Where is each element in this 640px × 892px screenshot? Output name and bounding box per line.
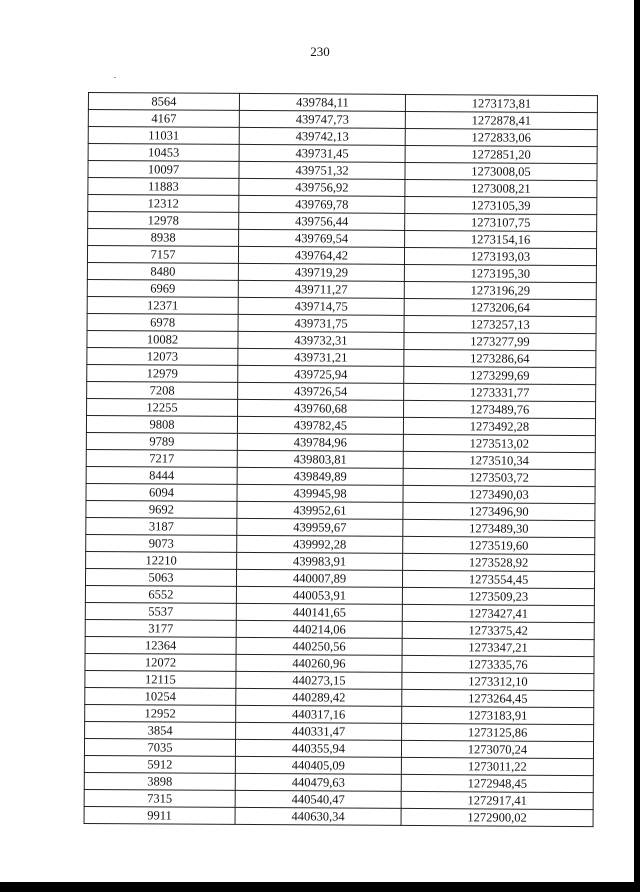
x-coordinate-cell: 440250,56 [236, 637, 402, 655]
page-number: 230 [310, 44, 330, 59]
y-coordinate-cell: 1272917,41 [401, 791, 593, 809]
point-id-cell: 12364 [85, 636, 236, 654]
point-id-cell: 7315 [84, 789, 235, 807]
scan-border-bottom [0, 882, 640, 892]
x-coordinate-cell: 439784,96 [237, 433, 403, 451]
point-id-cell: 6978 [87, 313, 238, 331]
x-coordinate-cell: 440540,47 [235, 790, 401, 808]
point-id-cell: 8564 [88, 93, 239, 111]
x-coordinate-cell: 439959,67 [237, 518, 403, 536]
x-coordinate-cell: 439769,54 [239, 229, 405, 247]
x-coordinate-cell: 439732,31 [238, 331, 404, 349]
y-coordinate-cell: 1273257,13 [404, 315, 596, 333]
x-coordinate-cell: 440141,65 [236, 603, 402, 621]
x-coordinate-cell: 439751,32 [239, 161, 405, 179]
y-coordinate-cell: 1273286,64 [404, 349, 596, 367]
point-id-cell: 12210 [86, 551, 237, 569]
point-id-cell: 3187 [86, 517, 237, 535]
point-id-cell: 7217 [86, 449, 237, 467]
x-coordinate-cell: 439756,92 [239, 178, 405, 196]
x-coordinate-cell: 439719,29 [238, 263, 404, 281]
x-coordinate-cell: 440479,63 [235, 773, 401, 791]
y-coordinate-cell: 1273183,91 [402, 706, 594, 724]
x-coordinate-cell: 439945,98 [237, 484, 403, 502]
y-coordinate-cell: 1273489,30 [403, 519, 595, 537]
y-coordinate-cell: 1273195,30 [404, 264, 596, 282]
x-coordinate-cell: 439747,73 [239, 110, 405, 128]
x-coordinate-cell: 440630,34 [235, 807, 401, 825]
point-id-cell: 8480 [87, 262, 238, 280]
point-id-cell: 8938 [88, 229, 239, 247]
point-id-cell: 12255 [87, 398, 238, 416]
y-coordinate-cell: 1273264,45 [402, 689, 594, 707]
x-coordinate-cell: 440289,42 [236, 688, 402, 706]
point-id-cell: 12312 [88, 195, 239, 213]
x-coordinate-cell: 439764,42 [238, 246, 404, 264]
y-coordinate-cell: 1273335,76 [402, 655, 594, 673]
y-coordinate-cell: 1273503,72 [403, 468, 595, 486]
x-coordinate-cell: 440273,15 [236, 671, 402, 689]
y-coordinate-cell: 1273375,42 [402, 621, 594, 639]
scan-border-right [634, 0, 640, 892]
point-id-cell: 9789 [86, 432, 237, 450]
y-coordinate-cell: 1273331,77 [404, 383, 596, 401]
y-coordinate-cell: 1273489,76 [404, 400, 596, 418]
point-id-cell: 10453 [88, 144, 239, 162]
x-coordinate-cell: 440317,16 [236, 705, 402, 723]
x-coordinate-cell: 439849,89 [237, 467, 403, 485]
y-coordinate-cell: 1273509,23 [402, 587, 594, 605]
y-coordinate-cell: 1273312,10 [402, 672, 594, 690]
y-coordinate-cell: 1273554,45 [402, 570, 594, 588]
point-id-cell: 3854 [85, 721, 236, 739]
x-coordinate-cell: 439711,27 [238, 280, 404, 298]
coordinates-table-container [84, 92, 596, 827]
point-id-cell: 10254 [85, 687, 236, 705]
point-id-cell: 12073 [87, 347, 238, 365]
y-coordinate-cell: 1273496,90 [403, 502, 595, 520]
y-coordinate-cell: 1273528,92 [403, 553, 595, 571]
point-id-cell: 4167 [88, 110, 239, 128]
x-coordinate-cell: 439769,78 [239, 195, 405, 213]
x-coordinate-cell: 440355,94 [235, 739, 401, 757]
point-id-cell: 3898 [84, 772, 235, 790]
x-coordinate-cell: 439784,11 [239, 93, 405, 111]
y-coordinate-cell: 1272948,45 [401, 774, 593, 792]
x-coordinate-cell: 440405,09 [235, 756, 401, 774]
x-coordinate-cell: 439725,94 [238, 365, 404, 383]
point-id-cell: 6552 [85, 585, 236, 603]
point-id-cell: 12072 [85, 653, 236, 671]
y-coordinate-cell: 1273193,03 [404, 247, 596, 265]
x-coordinate-cell: 439731,21 [238, 348, 404, 366]
point-id-cell: 6094 [86, 483, 237, 501]
point-id-cell: 10097 [88, 161, 239, 179]
x-coordinate-cell: 440007,89 [236, 569, 402, 587]
point-id-cell: 7208 [87, 381, 238, 399]
point-id-cell: 5912 [84, 755, 235, 773]
coordinates-table-body [84, 93, 597, 827]
x-coordinate-cell: 439731,45 [239, 144, 405, 162]
table-row [84, 806, 593, 826]
y-coordinate-cell: 1273008,05 [405, 162, 597, 180]
x-coordinate-cell: 439714,75 [238, 297, 404, 315]
y-coordinate-cell: 1273299,69 [404, 366, 596, 384]
y-coordinate-cell: 1273427,41 [402, 604, 594, 622]
x-coordinate-cell: 440331,47 [236, 722, 402, 740]
x-coordinate-cell: 439803,81 [237, 450, 403, 468]
y-coordinate-cell: 1273510,34 [403, 451, 595, 469]
scan-speck [114, 77, 116, 78]
x-coordinate-cell: 439742,13 [239, 127, 405, 145]
point-id-cell: 7035 [84, 738, 235, 756]
point-id-cell: 12979 [87, 364, 238, 382]
point-id-cell: 11031 [88, 127, 239, 145]
x-coordinate-cell: 439760,68 [238, 399, 404, 417]
y-coordinate-cell: 1273277,99 [404, 332, 596, 350]
point-id-cell: 8444 [86, 466, 237, 484]
x-coordinate-cell: 440260,96 [236, 654, 402, 672]
y-coordinate-cell: 1272900,02 [401, 808, 593, 826]
y-coordinate-cell: 1272851,20 [405, 145, 597, 163]
y-coordinate-cell: 1273347,21 [402, 638, 594, 656]
y-coordinate-cell: 1273513,02 [403, 434, 595, 452]
y-coordinate-cell: 1273070,24 [401, 740, 593, 758]
x-coordinate-cell: 439782,45 [237, 416, 403, 434]
point-id-cell: 5537 [85, 602, 236, 620]
point-id-cell: 9692 [86, 500, 237, 518]
y-coordinate-cell: 1272833,06 [405, 128, 597, 146]
point-id-cell: 3177 [85, 619, 236, 637]
y-coordinate-cell: 1273196,29 [404, 281, 596, 299]
x-coordinate-cell: 439731,75 [238, 314, 404, 332]
point-id-cell: 12952 [85, 704, 236, 722]
y-coordinate-cell: 1273490,03 [403, 485, 595, 503]
x-coordinate-cell: 440053,91 [236, 586, 402, 604]
y-coordinate-cell: 1273125,86 [402, 723, 594, 741]
x-coordinate-cell: 439952,61 [237, 501, 403, 519]
y-coordinate-cell: 1273008,21 [405, 179, 597, 197]
x-coordinate-cell: 439726,54 [238, 382, 404, 400]
point-id-cell: 9911 [84, 806, 235, 824]
y-coordinate-cell: 1273107,75 [405, 213, 597, 231]
point-id-cell: 9073 [86, 534, 237, 552]
point-id-cell: 5063 [85, 568, 236, 586]
point-id-cell: 7157 [87, 246, 238, 264]
point-id-cell: 12371 [87, 296, 238, 314]
y-coordinate-cell: 1273206,64 [404, 298, 596, 316]
x-coordinate-cell: 439992,28 [237, 535, 403, 553]
y-coordinate-cell: 1273154,16 [405, 230, 597, 248]
y-coordinate-cell: 1273519,60 [403, 536, 595, 554]
y-coordinate-cell: 1273105,39 [405, 196, 597, 214]
y-coordinate-cell: 1272878,41 [405, 111, 597, 129]
y-coordinate-cell: 1273173,81 [405, 94, 597, 112]
point-id-cell: 12115 [85, 670, 236, 688]
point-id-cell: 11883 [88, 178, 239, 196]
coordinates-table [84, 92, 598, 827]
y-coordinate-cell: 1273492,28 [403, 417, 595, 435]
x-coordinate-cell: 439983,91 [237, 552, 403, 570]
point-id-cell: 10082 [87, 330, 238, 348]
point-id-cell: 9808 [86, 415, 237, 433]
point-id-cell: 12978 [88, 212, 239, 230]
point-id-cell: 6969 [87, 279, 238, 297]
x-coordinate-cell: 439756,44 [239, 212, 405, 230]
x-coordinate-cell: 440214,06 [236, 620, 402, 638]
y-coordinate-cell: 1273011,22 [401, 757, 593, 775]
